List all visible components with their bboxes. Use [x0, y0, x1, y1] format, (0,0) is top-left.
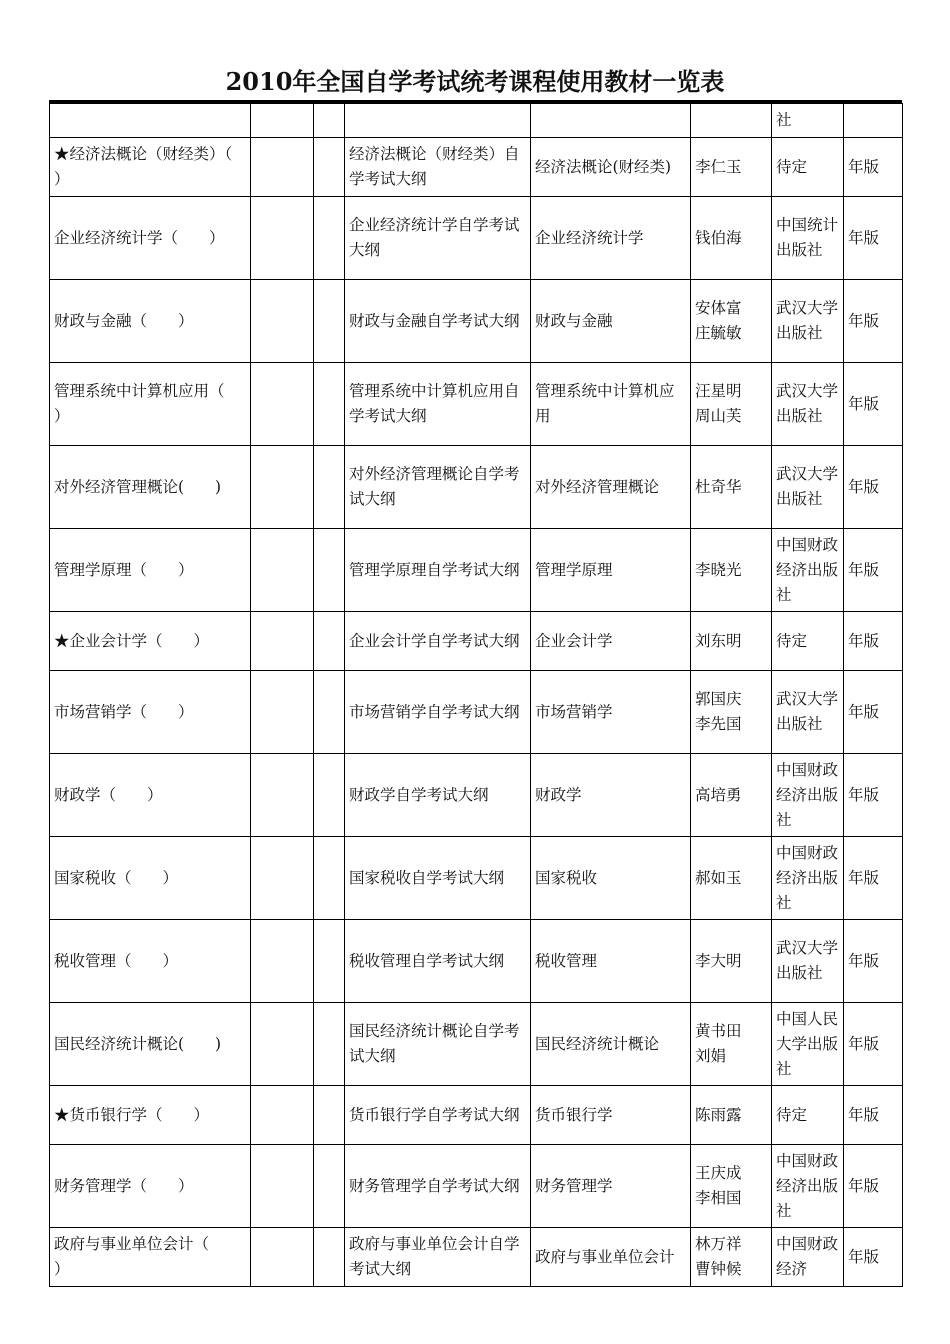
cell-blank [314, 1086, 345, 1145]
cell-blank [314, 837, 345, 920]
cell-textbook: 企业经济统计学 [531, 197, 691, 280]
table-row [50, 138, 903, 197]
cell-author: 杜奇华 [691, 446, 772, 529]
cell-code [251, 1228, 314, 1287]
cell-publisher: 中国财政经济出版社 [772, 1145, 844, 1228]
cell-publisher: 待定 [772, 1086, 844, 1145]
cell-code [251, 612, 314, 671]
cell-blank [314, 612, 345, 671]
cell-author: 郝如玉 [691, 837, 772, 920]
cell-syllabus: 国家税收自学考试大纲 [345, 837, 531, 920]
cell-publisher: 武汉大学出版社 [772, 280, 844, 363]
cell-course: ★经济法概论（财经类）（ ） [50, 138, 251, 197]
table-row [50, 1086, 903, 1145]
table-row [50, 280, 903, 363]
cell-code [251, 671, 314, 754]
cell-edition: 年版 [844, 612, 903, 671]
cell-blank [314, 363, 345, 446]
cell-textbook: 管理学原理 [531, 529, 691, 612]
table-row [50, 671, 903, 754]
cell-syllabus: 管理系统中计算机应用自学考试大纲 [345, 363, 531, 446]
cell-publisher: 武汉大学出版社 [772, 671, 844, 754]
cell-publisher: 待定 [772, 138, 844, 197]
cell-author: 安体富 庄毓敏 [691, 280, 772, 363]
cell-publisher: 中国人民大学出版社 [772, 1003, 844, 1086]
cell-blank [314, 446, 345, 529]
cell-code [251, 1145, 314, 1228]
cell-edition: 年版 [844, 671, 903, 754]
cell-author [691, 104, 772, 138]
table-row [50, 1228, 903, 1287]
cell-code [251, 1003, 314, 1086]
cell-course: 财政与金融（ ） [50, 280, 251, 363]
cell-author: 黄书田 刘娟 [691, 1003, 772, 1086]
cell-edition: 年版 [844, 197, 903, 280]
cell-course: 管理学原理（ ） [50, 529, 251, 612]
cell-blank [314, 754, 345, 837]
table-row [50, 920, 903, 1003]
cell-author: 陈雨露 [691, 1086, 772, 1145]
cell-publisher: 中国财政经济出版社 [772, 837, 844, 920]
cell-blank [314, 1228, 345, 1287]
cell-syllabus: 经济法概论（财经类）自学考试大纲 [345, 138, 531, 197]
table-row-continued [50, 104, 903, 138]
cell-publisher: 中国财政经济出版社 [772, 529, 844, 612]
cell-code [251, 104, 314, 138]
cell-textbook: 税收管理 [531, 920, 691, 1003]
cell-code [251, 197, 314, 280]
cell-blank [314, 138, 345, 197]
cell-textbook: 国家税收 [531, 837, 691, 920]
textbook-table [49, 103, 903, 1287]
cell-edition: 年版 [844, 363, 903, 446]
cell-code [251, 446, 314, 529]
table-row [50, 1145, 903, 1228]
cell-syllabus: 企业会计学自学考试大纲 [345, 612, 531, 671]
cell-author: 李晓光 [691, 529, 772, 612]
cell-textbook: 管理系统中计算机应用 [531, 363, 691, 446]
cell-syllabus: 货币银行学自学考试大纲 [345, 1086, 531, 1145]
cell-textbook: 财政与金融 [531, 280, 691, 363]
cell-publisher: 武汉大学出版社 [772, 446, 844, 529]
cell-course: 政府与事业单位会计（ ） [50, 1228, 251, 1287]
cell-textbook: 企业会计学 [531, 612, 691, 671]
cell-code [251, 363, 314, 446]
cell-edition: 年版 [844, 837, 903, 920]
cell-blank [314, 280, 345, 363]
cell-author: 郭国庆 李先国 [691, 671, 772, 754]
table-row [50, 363, 903, 446]
cell-syllabus: 市场营销学自学考试大纲 [345, 671, 531, 754]
cell-course [50, 104, 251, 138]
cell-syllabus: 政府与事业单位会计自学考试大纲 [345, 1228, 531, 1287]
cell-edition: 年版 [844, 280, 903, 363]
cell-publisher: 武汉大学出版社 [772, 920, 844, 1003]
cell-edition: 年版 [844, 920, 903, 1003]
table-row [50, 612, 903, 671]
cell-syllabus: 管理学原理自学考试大纲 [345, 529, 531, 612]
cell-blank [314, 529, 345, 612]
cell-textbook: 财务管理学 [531, 1145, 691, 1228]
cell-textbook [531, 104, 691, 138]
cell-code [251, 529, 314, 612]
cell-author: 李仁玉 [691, 138, 772, 197]
cell-author: 李大明 [691, 920, 772, 1003]
table-row [50, 446, 903, 529]
cell-publisher: 待定 [772, 612, 844, 671]
cell-blank [314, 197, 345, 280]
cell-syllabus: 财政与金融自学考试大纲 [345, 280, 531, 363]
cell-blank [314, 671, 345, 754]
cell-course: 税收管理（ ） [50, 920, 251, 1003]
cell-edition: 年版 [844, 529, 903, 612]
cell-publisher: 中国财政经济出版社 [772, 754, 844, 837]
cell-course: 国家税收（ ） [50, 837, 251, 920]
cell-syllabus [345, 104, 531, 138]
cell-edition: 年版 [844, 1228, 903, 1287]
cell-author: 王庆成 李相国 [691, 1145, 772, 1228]
cell-textbook: 货币银行学 [531, 1086, 691, 1145]
cell-edition: 年版 [844, 1003, 903, 1086]
cell-author: 钱伯海 [691, 197, 772, 280]
cell-publisher: 武汉大学出版社 [772, 363, 844, 446]
cell-code [251, 920, 314, 1003]
cell-blank [314, 1145, 345, 1228]
cell-edition: 年版 [844, 754, 903, 837]
cell-blank [314, 920, 345, 1003]
table-row [50, 837, 903, 920]
cell-blank [314, 1003, 345, 1086]
cell-course: 财务管理学（ ） [50, 1145, 251, 1228]
cell-publisher: 中国财政经济 [772, 1228, 844, 1287]
cell-textbook: 财政学 [531, 754, 691, 837]
cell-edition: 年版 [844, 446, 903, 529]
table-row [50, 1003, 903, 1086]
table-row [50, 529, 903, 612]
cell-edition [844, 104, 903, 138]
cell-edition: 年版 [844, 1086, 903, 1145]
cell-publisher: 中国统计出版社 [772, 197, 844, 280]
cell-course: ★企业会计学（ ） [50, 612, 251, 671]
cell-blank [314, 104, 345, 138]
table-row [50, 754, 903, 837]
cell-edition: 年版 [844, 1145, 903, 1228]
cell-author: 刘东明 [691, 612, 772, 671]
table-row [50, 197, 903, 280]
cell-author: 高培勇 [691, 754, 772, 837]
cell-syllabus: 财政学自学考试大纲 [345, 754, 531, 837]
cell-syllabus: 国民经济统计概论自学考试大纲 [345, 1003, 531, 1086]
cell-course: 国民经济统计概论( ) [50, 1003, 251, 1086]
cell-course: 对外经济管理概论( ) [50, 446, 251, 529]
cell-syllabus: 企业经济统计学自学考试大纲 [345, 197, 531, 280]
cell-syllabus: 财务管理学自学考试大纲 [345, 1145, 531, 1228]
cell-textbook: 经济法概论(财经类) [531, 138, 691, 197]
cell-textbook: 国民经济统计概论 [531, 1003, 691, 1086]
cell-course: 市场营销学（ ） [50, 671, 251, 754]
cell-course: 企业经济统计学（ ） [50, 197, 251, 280]
cell-textbook: 政府与事业单位会计 [531, 1228, 691, 1287]
cell-course: 财政学（ ） [50, 754, 251, 837]
cell-syllabus: 对外经济管理概论自学考试大纲 [345, 446, 531, 529]
cell-code [251, 754, 314, 837]
cell-course: ★货币银行学（ ） [50, 1086, 251, 1145]
cell-publisher: 社 [772, 104, 844, 138]
cell-code [251, 837, 314, 920]
cell-author: 汪星明 周山芙 [691, 363, 772, 446]
cell-course: 管理系统中计算机应用（ ） [50, 363, 251, 446]
cell-syllabus: 税收管理自学考试大纲 [345, 920, 531, 1003]
cell-textbook: 市场营销学 [531, 671, 691, 754]
cell-code [251, 280, 314, 363]
page-title: 2010年全国自学考试统考课程使用教材一览表 [225, 67, 725, 96]
cell-author: 林万祥 曹钟候 [691, 1228, 772, 1287]
cell-textbook: 对外经济管理概论 [531, 446, 691, 529]
cell-code [251, 1086, 314, 1145]
cell-edition: 年版 [844, 138, 903, 197]
